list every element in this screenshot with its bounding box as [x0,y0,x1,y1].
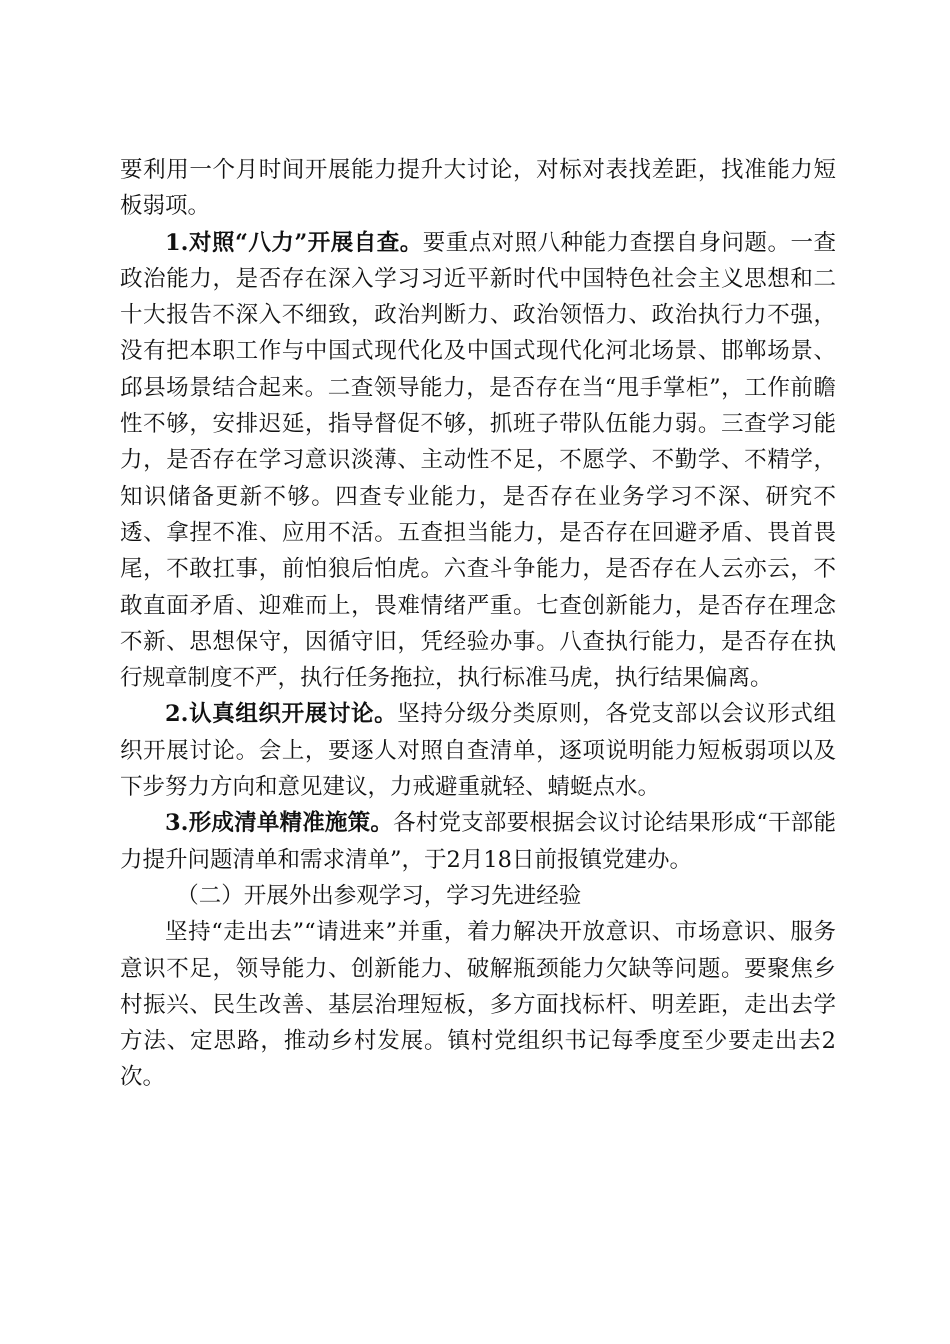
paragraph-heading: 2.认真组织开展讨论。 [165,701,398,728]
paragraph-heading: 3.形成清单精准施策。 [165,810,394,837]
paragraph-discussion [120,696,836,805]
paragraph-text: 坚持分级分类原则，各党支部以会议形式组织开展讨论。会上，要逐人对照自查清单，逐项说明能力短板弱项以及下步努力方向和意见建议，力戒避重就轻、蜻蜓点水。 [120,701,836,801]
paragraph-continuation [120,152,836,225]
paragraph-study-visits [120,914,836,1095]
paragraph-heading: 1.对照“八力”开展自查。 [165,229,423,256]
document-body [120,152,836,1096]
paragraph-text: 要重点对照八种能力查摆自身问题。一查政治能力，是否存在深入学习习近平新时代中国特色社会主义思想和二十大报告不深入不细致，政治判断力、政治领悟力、政治执行力不强，没有把本职工作与中国式现代化及中国式现代化河北场景、邯郸场景、邱县场景结合起来。二查领导能力，是否存在当“甩手掌柜”，工作前瞻性不够，安排迟延，指导督促不够，抓班子带队伍能力弱。三查学习能力，是否存在学习意识淡薄、主动性不足，不愿学、不勤学、不精学，知识储备更新不够。四查专业能力，是否存在业务学习不深、研究不透、拿捏不准、应用不活。五查担当能力，是否存在回避矛盾、畏首畏尾，不敢扛事，前怕狼后怕虎。六查斗争能力，是否存在人云亦云，不敢直面矛盾、迎难而上，畏难情绪严重。七查创新能力，是否存在理念不新、思想保守，因循守旧，凭经验办事。八查执行能力，是否存在执行规章制度不严，执行任务拖拉，执行标准马虎，执行结果偏离。 [120,229,836,692]
section-heading: （二）开展外出参观学习，学习先进经验 [176,882,582,909]
paragraph-text: 坚持“走出去”“请进来”并重，着力解决开放意识、市场意识、服务意识不足，领导能力、创新能力、破解瓶颈能力欠缺等问题。要聚焦乡村振兴、民生改善、基层治理短板，多方面找标杆、明差距，走出去学方法、定思路，推动乡村发展。镇村党组织书记每季度至少要走出去2次。 [120,919,836,1091]
paragraph-checklist [120,805,836,878]
paragraph-text: 要利用一个月时间开展能力提升大讨论，对标对表找差距，找准能力短板弱项。 [120,157,836,220]
paragraph-text: 各村党支部要根据会议讨论结果形成“干部能力提升问题清单和需求清单”，于2月18日前报镇党建办。 [120,810,836,873]
paragraph-self-check [120,225,836,697]
